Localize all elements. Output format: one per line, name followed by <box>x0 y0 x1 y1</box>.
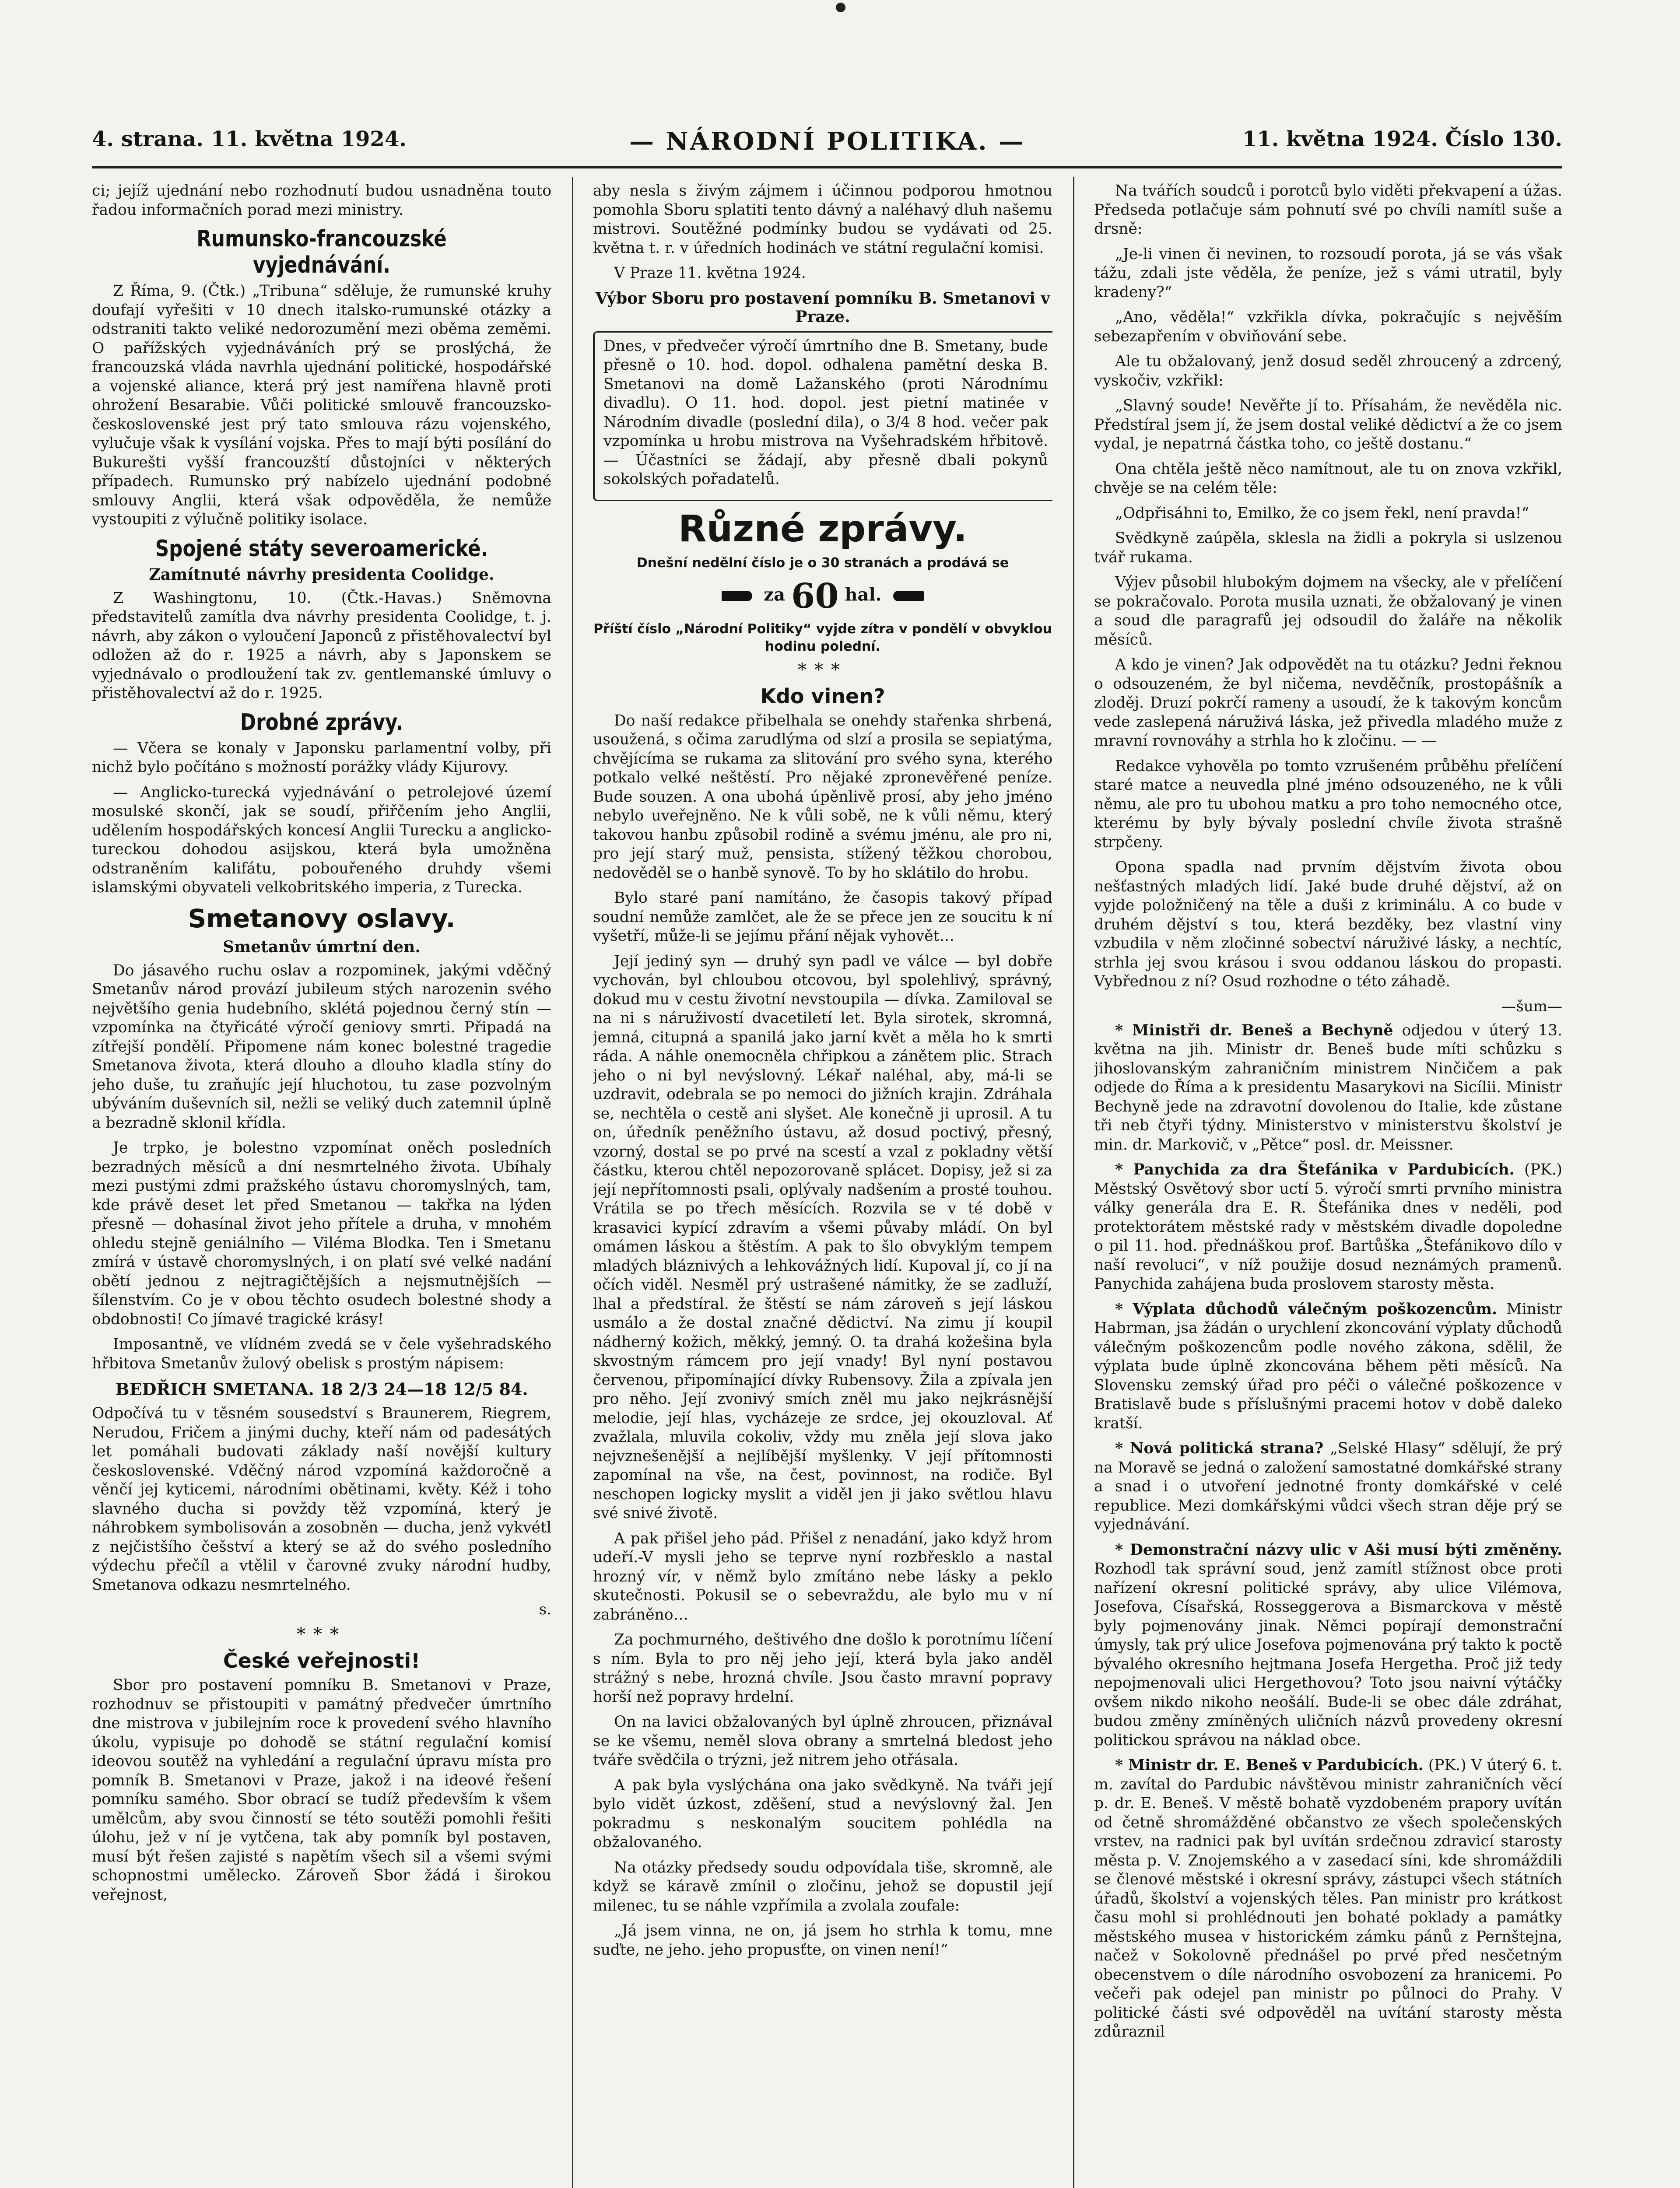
article-rumunsko-text: Z Říma, 9. (Čtk.) „Tribuna“ sděluje, že rumunské kruhy doufají vyřešiti v 10 dnech italsko-rumunské otázky a odstraniti takto veliké nedorozumění mezi oběma zeměmi. O pařížských vyjednáváních prý se proslýchá, že francouzská vláda navrhla ujednání politické, hospodářské a vojenské aliance, která prý jest namířena hlavně proti ohrožení Besarabie. Vůči politické smlouvě francouzsko-československé jest prý tato smlouva rázu vojenského, vylučuje však k vysílání vojska. Přes to mají býti posílání do Bukurešti vyšší francouzští důstojníci v některých případech. Rumunsko prý nabízelo ujednání podobné smlouvy Anglii, která však odpověděla, že nemůže vystoupiti z výlučně politiky isolace. <box>92 282 551 528</box>
story-paragraph: Její jediný syn — druhý syn padl ve válce — byl dobře vychován, byl chloubou otcovou, byl spolehlivý, správný, dokud mu v cestu životní nevstoupila — dívka. Zamiloval se na ni s náruživostí dvacetiletí let. Byla sirotek, skromná, jemná, citupná a spanilá jako jarní květ a měla ho k smrti ráda. A náhle onemocněla chřipkou a zánětem plic. Strach jeho o ni byl nevýslovný. Lékař naléhal, aby, má-li se uzdravit, odebrala se po nemoci do jižních krajin. Zdráhala se, nechtěla o cestě ani slyšet. Ale konečně ji uprosil. A tu on, úředník peněžního ústavu, až dosud poctivý, přesný, vzorný, dostal se po prvé na scestí a vzal z pokladny větší částku, kterou chtěl nepozorovaně splácet. Dopisy, jež si za její nepřítomnosti psali, oplývaly nadšením a prosté touhou. Vrátila se po třech měsících. Rozvila se v té době v krasavici kypící zdravím a všemi půvaby mládí. On byl omámen láskou a štěstím. A pak to šlo obvyklým tempem mladých bláznivých a lehkovážných lidí. Kupoval jí, co jí na očích viděl. Nesměl prý ustrašené námitky, že se zadluží, lhal a předstíral. že štěstí se nám zároveň s její láskou usmálo a že dostal značné dědictví. Na zimu jí koupil nádherný kožich, měkký, jemný. O. ta drahá kožešina byla skvostným rámcem pro její vnady! Byl nyní postavou červenou, připomínající dívky Rubensovy. Žila a zpívala jen pro něho. Její zvonivý smích zněl mu jako nejkrásnější melodie, její hlas, vycházeje ze srdce, jej okouzloval. Ať zvažlala, mluvila cokoliv, vždy mu zněla její slova jako nejvznešenější a nejlíbější myšlenky. V její přítomnosti zapomínal na vše, na čest, povinnost, na rodiče. Byl neschopen logicky myslit a viděl jen ji jako světlou hlavu své snivé životě. <box>593 952 1052 1522</box>
story-paragraph: Za pochmurného, deštivého dne došlo k porotnímu líčení s ním. Byla to pro něj jeho její, která byla jako anděl strážný s nebe, hrozná chvíle. Jsou často mravní popravy horší než popravy hrdelní. <box>593 1631 1052 1706</box>
article-smetana-paragraph: Je trpko, je bolestno vzpomínat oněch posledních bezradných měsíců a dní nesmrtelného života. Ubíhaly mezi pustými zdmi pražského ústavu choromyslných, tam, kde právě deset let před Smetanou — takřka na lýden přesně — dohasínal život jeho přítele a druha, v mnohém ohledu stejně geniálního — Viléma Blodka. Ten i Smetanu zmírá v ústavě choromyslných, i on platí své velké nadání obětí jednou z nejtragičtějších a nejsmutnějších — šílenstvím. Co je v obou těchto osudech bolestné shody a obdobnosti! Co jímavé tragické krásy! <box>92 1139 551 1328</box>
column-divider <box>1073 177 1074 2188</box>
column-divider <box>572 177 573 2188</box>
story-paragraph: Bylo staré paní namítáno, že časopis takový případ soudní nemůže zamlčet, ale že se přece jen ze soucitu k ní vyšetří, může-li se jejímu přání nějak vyhovět… <box>593 889 1052 945</box>
news-item <box>1094 1541 1562 1750</box>
story-paragraph: A kdo je vinen? Jak odpovědět na tu otázku? Jedni řeknou o odsouzeném, že byl ničema, nevděčník, prostopášník a zloděj. Druzí pokrčí rameny a usoudí, že k takovým koncům vede zaslepená náruživá láska, jež přivedla mladého muže z mravní rovnováhy a strhla ho k zločinu. — — <box>1094 656 1562 750</box>
headline-drobne: Drobné zprávy. <box>240 709 403 736</box>
newspaper-page <box>92 101 1562 2188</box>
story-paragraph: Ona chtěla ještě něco namítnout, ale tu on znova vzkřikl, chvěje se na celém těle: <box>1094 460 1562 497</box>
story-paragraph: „Já jsem vinna, ne on, já jsem ho strhla k tomu, mne suďte, ne jeho. jeho propusťte, on vinen není!“ <box>593 1922 1052 1959</box>
story-paragraph: „Je-li vinen či nevinen, to rozsoudí porota, já se vás však tážu, zdali jste věděla, že peníze, jež s vámi utratil, byly kradeny?“ <box>1094 245 1562 301</box>
subheadline-smetana: Smetanův úmrtní den. <box>223 937 421 956</box>
story-paragraph: On na lavici obžalovaných byl úplně zhroucen, přiznával se ke všemu, neměl slova obrany a smrtelná bledost jeho tváře svědčila o trýzni, jež nitrem jeho otřásala. <box>593 1713 1052 1769</box>
story-paragraph: Do naší redakce přibelhala se onehdy stařenka shrbená, usoužená, s očima zarudlýma od slzí a prosila se sepiatýma, chvějícíma se rukama za slitování pro svého syna, kterého potkalo velké neštěstí. Pro nějaké zpronevěřené peníze. Bude souzen. A ona ubohá úpěnlivě prosí, aby jeho jméno nebylo uveřejněno. Ne k vůli sobě, ne k vůli němu, který takovou hanbu způsobil rodině a svému jménu, ale pro ni, pro její starý muž, pensista, stížený těžkou chorobou, nedověděl se o hanbě synově. To by ho sklátilo do hrobu. <box>593 712 1052 882</box>
article-continuation: ci; jejíž ujednání nebo rozhodnutí budou usnadněna touto řadou informačních porad mezi ministry. <box>92 182 551 219</box>
next-issue-notice: Příští číslo „Národní Politiky“ vyjde zítra v pondělí v obvyklou hodinu polední. <box>593 621 1052 654</box>
news-item-title: * Výplata důchodů válečným poškozencům. <box>1115 1300 1498 1318</box>
news-item <box>1094 1439 1562 1535</box>
column-3 <box>1094 182 1562 2188</box>
headline-usa: Spojené státy severoamerické. <box>155 535 488 562</box>
news-item-text: Rozhodl tak správní soud, jenž zamítl stížnost obce proti nařízení okresní politické správy, aby ulice Vilémova, Josefova, Císařská, Rosseggerova a Bismarckova v městě byly pojmenovány jinak. Němci popírají demonstrační úmysly, tak prý ulice Josefova pojmenována prý takto k poctě bývalého okresního hejtmana Josefa Hergetha. Proč již tedy nepojmenovali ulici Hergethovou? Toto jsou naivní výtáčky ovšem nikdo nikoho neošálí. Bude-li se obec dále zdráhat, budou změny zmíněných uličních názvů provedeny okresní politickou správou na náklad obce. <box>1094 1560 1562 1749</box>
announcement-box <box>593 331 1052 501</box>
story-paragraph: A pak byla vyslýchána ona jako svědkyně. Na tváři její bylo vidět úzkost, zděšení, stud a nevýslovný žal. Jen pokradmu s neskonalým soucitem pohlédla na obžalovaného. <box>593 1776 1052 1851</box>
story-paragraph: „Slavný soude! Nevěřte jí to. Přísahám, že nevěděla nic. Předstíral jsem jí, že jsem dostal veliké dědictví a že co jsem vydal, je nepatrná částka toho, co ještě dostanu.“ <box>1094 397 1562 452</box>
news-item <box>1094 1300 1562 1434</box>
news-item-title: * Panychida za dra Štefánika v Pardubicích. <box>1115 1161 1515 1178</box>
news-item: — Anglicko-turecká vyjednávání o petrolejové území mosulské skončí, jak se soudí, přiřčením jeho Anglii, udělením hospodářských koncesí Anglii Turecku a anglicko-tureckou dohodou asijskou, která byla umožněna odstraněním kalifátu, pobouřeného druhdy všemi islamskými obyvateli velkobritského imperia, z Turecka. <box>92 783 551 896</box>
appeal-continuation: aby nesla s živým zájmem i účinnou podporou hmotnou pomohla Sboru splatiti tento dávný a naléhavý dluh našemu mistrovi. Soutěžné podmínky budou se vydávati od 25. května t. r. v úředních hodinách ve státní regulační komisi. <box>593 182 1052 257</box>
news-item <box>1094 1756 1562 2042</box>
binding-hole <box>836 3 845 12</box>
epitaph-inscription: BEDŘICH SMETANA. 18 2/3 24—18 12/5 84. <box>115 1379 528 1399</box>
announcement-text: Dnes, v předvečer výročí úmrtního dne B. Smetany, bude přesně o 10. hod. dopol. odhalena pamětní deska B. Smetanovi na domě Lažanského (proti Národnímu divadlu). O 11. hod. dopol. jest pietní matinée v Národním divadle (poslední dila), o 3/4 8 hod. večer pak vzpomínka u hrobu mistrova na Vyšehradském hřbitově. — Účastníci se žádají, aby přesně dbali pokynů sokolských pořadatelů. <box>603 337 1048 488</box>
header-rule <box>92 166 1562 168</box>
subheadline-usa: Zamítnuté návrhy presidenta Coolidge. <box>149 565 495 584</box>
author-signature: —šum— <box>1501 997 1562 1015</box>
headline-ruzne-zpravy: Různé zprávy. <box>678 507 968 550</box>
news-item-text: odjedou v úterý 13. května na jih. Ministr dr. Beneš bude míti schůzku s jihoslovanským zahraničním ministrem Ninčičem a pak odjede do Říma a k presidentu Masarykovi na Sicílii. Ministr Bechyně jede na zdravotní dovolenou do Italie, kde zůstane tři neb čtyři týdny. Ministerstvo v ministerstvu školství je min. dr. Markovič, v „Pětce“ posl. dr. Meissner. <box>1094 1021 1562 1154</box>
news-item <box>1094 1021 1562 1155</box>
author-signature: s. <box>539 1601 551 1618</box>
story-paragraph: Výjev působil hlubokým dojmem na všecky, ale v přelíčení se pokračovalo. Porota musila uznati, že obžalovaný je vinen a soud dle paragrafů jej odsoudil do žaláře na několik měsíců. <box>1094 574 1562 649</box>
news-item-title: * Nová politická strana? <box>1115 1440 1324 1457</box>
price-unit: hal. <box>845 584 882 605</box>
article-smetana-paragraph: Odpočívá tu v těsném sousedství s Braunerem, Riegrem, Nerudou, Fričem a jinými duchy, kteří nám od padesátých let pomáhali budovati základy naší novější kultury československé. Vděčný národ vzpomíná každoročně a věnčí jej kyticemi, národními obětinami, květy. Kéž i toho slavného ducha si povždy těž vzpomíná, který je náhrobkem symbolisován a zosobněn — ducha, jenž vykvétl z nejčistšího češství a který se až do svého posledního výdechu přečíl a vtělil v čarovné zvuky národní hudby, Smetanova odkazu nesmrtelného. <box>92 1405 551 1594</box>
news-item-title: * Demonstrační názvy ulic v Aši musí býti změněny. <box>1115 1541 1562 1559</box>
news-item-title: * Ministři dr. Beneš a Bechyně <box>1115 1021 1393 1039</box>
story-paragraph: „Ano, věděla!“ vzkřikla dívka, pokračujíc s nejvěším sebezapřením v obviňování sebe. <box>1094 309 1562 345</box>
news-item-title: * Ministr dr. E. Beneš v Pardubicích. <box>1115 1757 1424 1774</box>
price-notice <box>593 576 1052 616</box>
headline-kdo-vinen: Kdo vinen? <box>760 684 885 708</box>
story-paragraph: Ale tu obžalovaný, jenž dosud seděl zhroucený a zdrcený, vyskočiv, vzkřikl: <box>1094 353 1562 389</box>
appeal-place-date: V Praze 11. května 1924. <box>614 264 806 282</box>
appeal-text: Sbor pro postavení pomníku B. Smetanovi v Praze, rozhodnuv se přistoupiti v památný předvečer úmrtního dne mistrova v jubilejním roce k provedení svého hlavního úkolu, vypisuje po dohodě se státní regulační komisí ideovou soutěž na vyhledání a regulační úpravu místa pro pomník B. Smetanovi v Praze, jakož i na ideové řešení pomníku samého. Sbor obrací se tudíž především k všem umělcům, aby svou činností se této soutěži pomohli řešiti úlohu, jež v ní je vytčena, tak aby pomník byl postaven, musí být řešen zajisté s napětím všech sil a všemi svými schopnostmi umělecko. Zároveň Sbor žádá i širokou veřejnost, <box>92 1676 551 1904</box>
news-item <box>1094 1161 1562 1294</box>
headline-ceske-verejnosti: České veřejnosti! <box>223 1649 421 1673</box>
news-item-text: (PK.) Městský Osvětový sbor uctí 5. výročí smrti prvního ministra války generála dra E. R. Štefánika dnes v neděli, pod protektorátem městské rady v městském divadle dopoledne o pil 11. hod. přednáškou prof. Bartůška „Štefánikovo dílo v naší revoluci“, v níž použije dosud neznámých pramenů. Panychida zahájena buda proslovem starosty města. <box>1094 1161 1562 1293</box>
page-header <box>92 127 1562 162</box>
header-issue-number: 11. května 1924. Číslo 130. <box>1242 127 1562 151</box>
news-item-text: Ministr Habrman, jsa žádán o urychlení zkoncování výplaty důchodů válečným poškozencům podle nového zákona, sdělil, že výplata bude úplně zkoncována během pěti měsíců. Na Slovensku zemský úřad pro péči o válečné poškozence v Bratislavě bude s příslušnými pracemi hotov v době daleko kratší. <box>1094 1300 1562 1432</box>
pointing-hand-icon <box>893 591 924 601</box>
price-value: 60 <box>791 576 839 616</box>
article-smetana-paragraph: Do jásavého ruchu oslav a rozpominek, jakými vděčný Smetanův národ provází jubileum stých narozenin svého největšího genia hudebního, sklétá pojednou černý stín — vzpomínka na čtyřicáté výročí geniovy smrti. Připadá na zítřejší pondělí. Připomene nám konec bolestné tragedie Smetanova života, která dlouho a dlouho kladla stíny do jeho duše, tu zraňujíc její hluchotou, tu zase pozvolným ubýváním duševních sil, nežli se veliký duch zatemnil úplně a bezradně sklonil křídla. <box>92 961 551 1132</box>
column-1 <box>92 182 551 2188</box>
price-prefix: za <box>764 584 786 605</box>
story-paragraph: Svědkyně zaúpěla, sklesla na židli a pokryla si uslzenou tvář rukama. <box>1094 529 1562 566</box>
masthead-title: — NÁRODNÍ POLITIKA. — <box>629 127 1025 156</box>
header-page-date: 4. strana. 11. května 1924. <box>92 127 407 151</box>
section-separator: *** <box>798 659 848 680</box>
issue-notice: Dnešní nedělní číslo je o 30 stranách a prodává se <box>636 555 1009 571</box>
headline-smetana: Smetanovy oslavy. <box>188 903 456 933</box>
story-paragraph: Redakce vyhověla po tomto vzrušeném průběhu přelíčení staré matce a neuvedla plné jméno odsouzeného, ne k vůli němu, ale pro tu ubohou matku a pro toho nemocného otce, kterému by byly bývaly poslední chvíle života strašně strpčeny. <box>1094 757 1562 851</box>
appeal-committee-signature: Výbor Sboru pro postavení pomníku B. Smetanovi v Praze. <box>595 289 1050 326</box>
section-separator: *** <box>297 1624 347 1645</box>
article-smetana-paragraph: Imposantně, ve vlídném zvedá se v čele vyšehradského hřbitova Smetanův žulový obelisk s prostým nápisem: <box>92 1336 551 1372</box>
news-item-text: „Selské Hlasy“ sdělují, že prý na Moravě se jedná o založení samostatné domkářské strany a snad i o utvoření jednotné fronty domkářské v celé republice. Mezi domkářskými vůdci všech stran děje prý se vyjednávání. <box>1094 1440 1562 1533</box>
story-paragraph: A pak přišel jeho pád. Přišel z nenadání, jako když hrom udeří.-V mysli jeho se teprve nyní rozbřesklo a nastal hrozný vír, v němž bylo zmítáno nebe lásky a peklo skutečnosti. Pokusil se o sebevraždu, ale bylo mu v ní zabráněno… <box>593 1529 1052 1623</box>
news-item-text: (PK.) V úterý 6. t. m. zavítal do Pardubic návštěvou ministr zahraničních věcí p. dr. E. Beneš. V městě bohatě vyzdobeném prapory uvítán od četně shromážděné občanstvo ze všech společenských vrstev, na radnici pak byl uvítán srdečnou zdravicí starosty města p. V. Znojemského a v zasedací síni, kde shromáždili se členové městské i okresní správy, zástupci všech státních úřadů, školství a vojenských těles. Pan ministr pro krátkost času mohl si prohlédnouti jen bohaté poklady a památky městského musea v historickém zámku pánů z Pernštejna, načež v Sokolovně přednášel po prvé před nesčetným obecenstvem o díle národního osvobození za hranicemi. Po večeři pak odejel pan ministr po půlnoci do Prahy. V politické části své odpověděl na uvítání starosty města zdůraznil <box>1094 1757 1562 2041</box>
story-paragraph: Na otázky předsedy soudu odpovídala tiše, skromně, ale když se káravě zmínil o zločinu, jehož se dopustil její milenec, tu se náhle vzpřímila a zvolala zoufale: <box>593 1858 1052 1914</box>
column-2 <box>593 182 1052 2188</box>
pointing-hand-icon <box>722 591 752 601</box>
story-paragraph: Opona spadla nad prvním dějstvím života obou nešťastných mladých lidí. Jaké bude druhé dějství, až on vyjde položničený na těle a duši z kriminálu. A co bude v druhém dějství s tou, která bezděky, bez vlastní viny vzbudila v něm zločinné sobectví náruživé lásky, a nechtíc, strhla jej svou krásou i svou oddanou láskou do propasti. Vybřednou z ní? Osud rozhodne o této záhadě. <box>1094 859 1562 990</box>
headline-rumunsko: Rumunsko-francouzské vyjednávání. <box>196 226 447 278</box>
news-item: — Včera se konaly v Japonsku parlamentní volby, při nichž bylo počítáno s možností porážky vlády Kijurovy. <box>92 739 551 776</box>
story-paragraph: Na tvářích soudců i porotců bylo viděti překvapení a úžas. Předseda potlačuje sám pohnutí své po chvíli namítl suše a drsně: <box>1094 182 1562 238</box>
story-paragraph: „Odpřisáhni to, Emilko, že co jsem řekl, není pravda!“ <box>1115 504 1529 522</box>
article-usa-text: Z Washingtonu, 10. (Čtk.-Havas.) Sněmovna představitelů zamítla dva návrhy presidenta Coolidge, t. j. návrh, aby zákon o vyloučení Japonců z přistěhovalectví byl odložen až do r. 1925 a návrh, aby s Japonskem se vyjednávalo o prodloužení tak zv. gentlemanské úmluvy o přistěhovalectví až do r. 1925. <box>92 589 551 702</box>
